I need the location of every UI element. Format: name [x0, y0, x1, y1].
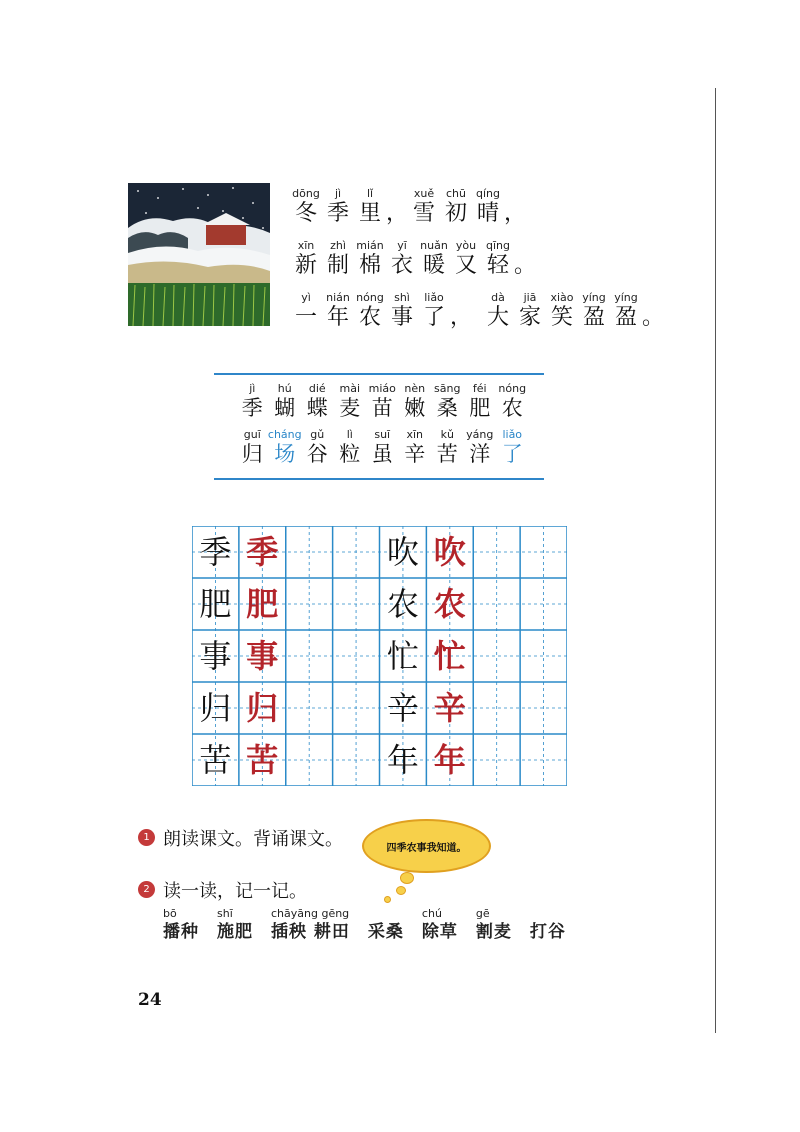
- hanzi: 桑: [436, 396, 458, 420]
- bubble-dot-medium: [396, 886, 406, 895]
- hanzi: 年: [326, 305, 349, 330]
- hanzi: 冬: [294, 201, 317, 226]
- poem-syllable: [514, 291, 546, 331]
- hanzi: 嫩: [404, 396, 426, 420]
- poem-syllable: [472, 187, 504, 227]
- grid-char: 肥: [199, 585, 232, 623]
- pinyin: liǎo: [424, 291, 444, 304]
- writing-grid: [192, 526, 567, 786]
- farm-term: [530, 907, 566, 943]
- poem-syllable: [354, 187, 386, 227]
- poem-syllable: [354, 239, 386, 279]
- model-char: 苦: [246, 741, 279, 779]
- poem-syllable: [322, 239, 354, 279]
- vocab-char: [236, 382, 269, 420]
- pinyin: qīng: [486, 239, 510, 252]
- poem-syllable: [322, 291, 354, 331]
- vocab-char: [496, 428, 529, 466]
- vocab-char: [431, 428, 464, 466]
- pinyin: féi: [472, 382, 487, 395]
- grid-char: 归: [199, 689, 232, 727]
- hanzi: 辛: [404, 442, 426, 466]
- poem-line-2: [290, 239, 536, 279]
- poem-line-1: [290, 187, 526, 227]
- pinyin: cháng: [267, 428, 302, 441]
- vocab-bottom-rule: [214, 478, 544, 480]
- pinyin: nuǎn: [420, 239, 448, 252]
- vocab-char: [301, 382, 334, 420]
- pinyin: mián: [356, 239, 384, 252]
- hanzi: 。: [642, 305, 665, 330]
- poem-syllable: [290, 291, 322, 331]
- farm-term: [163, 907, 199, 943]
- pinyin: xuě: [413, 187, 435, 200]
- bubble-dot-large: [400, 872, 414, 884]
- model-char: 农: [433, 585, 466, 623]
- pinyin: jiā: [523, 291, 537, 304]
- pinyin: yáng: [466, 428, 494, 441]
- poem-syllable: [578, 291, 610, 331]
- poem-line-3: [290, 291, 664, 331]
- exercise-2-text: 读一读，记一记。: [163, 881, 307, 902]
- farm-term: [476, 907, 512, 943]
- pinyin: yī: [397, 239, 407, 252]
- poem-syllable: [354, 291, 386, 331]
- vocab-char: [464, 382, 497, 420]
- pinyin: [530, 907, 566, 921]
- farm-term: [422, 907, 458, 943]
- hanzi: 笑: [550, 305, 573, 330]
- term-text: 除草: [421, 922, 458, 942]
- poem-syllable: [386, 291, 418, 331]
- pinyin: dà: [491, 291, 505, 304]
- vocab-char: [269, 428, 302, 466]
- pinyin: nèn: [404, 382, 426, 395]
- hanzi: ，: [504, 201, 527, 226]
- pinyin: gē: [475, 907, 490, 920]
- pinyin: yì: [301, 291, 311, 304]
- pinyin: nián: [326, 291, 350, 304]
- hanzi: 初: [444, 201, 467, 226]
- hanzi: 家: [518, 305, 541, 330]
- pinyin: guī: [243, 428, 261, 441]
- hanzi: 里: [358, 201, 381, 226]
- vocab-char: [236, 428, 269, 466]
- vocab-char: [496, 382, 529, 420]
- pinyin: nóng: [498, 382, 527, 395]
- hanzi: ，: [386, 201, 409, 226]
- vocab-char: [431, 382, 464, 420]
- grid-char: 忙: [386, 637, 419, 675]
- poem-syllable: [450, 291, 472, 331]
- model-char: 吹: [433, 533, 466, 571]
- page-number: 24: [138, 990, 162, 1010]
- model-char: 年: [433, 741, 466, 779]
- pinyin: shī: [217, 907, 233, 920]
- vocab-row-2: [236, 428, 529, 466]
- pinyin: yòu: [455, 239, 477, 252]
- model-char: 事: [246, 637, 279, 675]
- hanzi: 苗: [371, 396, 393, 420]
- hanzi: 盈: [614, 305, 637, 330]
- hanzi: 归: [241, 442, 263, 466]
- vocab-char: [399, 382, 432, 420]
- poem-syllable: [418, 239, 450, 279]
- vocab-char: [366, 382, 399, 420]
- vocab-char: [399, 428, 432, 466]
- term-text: 采桑: [367, 922, 404, 942]
- grid-char: 季: [199, 533, 232, 571]
- hanzi: 麦: [339, 396, 361, 420]
- vocab-row-1: [236, 382, 529, 420]
- exercise-1-icon: 1: [138, 829, 155, 846]
- pinyin: suī: [374, 428, 391, 441]
- exercise-1-text: 朗读课文。背诵课文。: [163, 829, 343, 850]
- pinyin: shì: [394, 291, 410, 304]
- thought-bubble: [362, 819, 491, 873]
- pinyin: gǔ: [310, 428, 325, 441]
- farm-term: [217, 907, 253, 943]
- hanzi: 季: [326, 201, 349, 226]
- pinyin: jì: [334, 187, 342, 200]
- term-text: 割麦: [475, 922, 512, 942]
- vocab-char: [301, 428, 334, 466]
- hanzi: 洋: [469, 442, 491, 466]
- pinyin: yíng: [614, 291, 638, 304]
- grid-char: 辛: [386, 689, 419, 727]
- poem-syllable: [440, 187, 472, 227]
- hanzi: 虽: [371, 442, 393, 466]
- model-char: 季: [246, 533, 279, 571]
- hanzi: 晴: [476, 201, 499, 226]
- bubble-dot-small: [384, 896, 391, 903]
- term-text: 插秧 耕田: [271, 922, 350, 942]
- poem-syllable: [546, 291, 578, 331]
- vocab-char: [366, 428, 399, 466]
- term-text: 打谷: [529, 922, 566, 942]
- term-text: 施肥: [217, 922, 253, 942]
- pinyin: sāng: [434, 382, 461, 395]
- pinyin: xīn: [297, 239, 315, 252]
- page-edge-line: [715, 88, 716, 1033]
- pinyin: qíng: [476, 187, 500, 200]
- hanzi: 事: [390, 305, 413, 330]
- hanzi: 又: [454, 253, 477, 278]
- hanzi: 农: [501, 396, 523, 420]
- farm-terms: [163, 907, 584, 943]
- winter-illustration: [128, 183, 270, 326]
- pinyin: xiào: [550, 291, 574, 304]
- poem-syllable: [504, 187, 526, 227]
- poem-syllable: [482, 291, 514, 331]
- vocab-top-rule: [214, 373, 544, 375]
- hanzi: 一: [294, 305, 317, 330]
- poem-syllable: [290, 239, 322, 279]
- grid-char: 吹: [386, 533, 419, 571]
- poem-syllable: [514, 239, 536, 279]
- farm-term: [368, 907, 404, 943]
- hanzi: 苦: [436, 442, 458, 466]
- hanzi: 大: [486, 305, 509, 330]
- pinyin: yíng: [582, 291, 606, 304]
- pinyin: [368, 907, 404, 921]
- hanzi: 暖: [422, 253, 445, 278]
- grid-char: 苦: [199, 741, 232, 779]
- hanzi: 制: [326, 253, 349, 278]
- vocab-char: [464, 428, 497, 466]
- pinyin: miáo: [368, 382, 396, 395]
- pinyin: lì: [346, 428, 353, 441]
- model-char: 肥: [246, 585, 279, 623]
- poem-syllable: [418, 291, 450, 331]
- hanzi: 棉: [358, 253, 381, 278]
- pinyin: mài: [339, 382, 360, 395]
- hanzi: 盈: [582, 305, 605, 330]
- model-char: 归: [246, 689, 279, 727]
- poem-syllable: [408, 187, 440, 227]
- hanzi: 了: [501, 442, 523, 466]
- pinyin: chú: [421, 907, 442, 920]
- term-text: 播种: [163, 922, 199, 942]
- poem-syllable: [386, 187, 408, 227]
- exercise-2-icon: 2: [138, 881, 155, 898]
- hanzi: 了: [422, 305, 445, 330]
- hanzi: ，: [450, 305, 473, 330]
- pinyin: nóng: [356, 291, 384, 304]
- pinyin: chāyāng gēng: [271, 907, 350, 920]
- pinyin: dōng: [292, 187, 320, 200]
- hanzi: 轻: [486, 253, 509, 278]
- vocab-char: [334, 382, 367, 420]
- poem-syllable: [482, 239, 514, 279]
- hanzi: 粒: [339, 442, 361, 466]
- pinyin: bō: [163, 907, 177, 920]
- model-char: 忙: [433, 637, 466, 675]
- hanzi: 衣: [390, 253, 413, 278]
- pinyin: hú: [277, 382, 292, 395]
- poem-syllable: [386, 239, 418, 279]
- grid-char: 事: [199, 637, 232, 675]
- grid-char: 年: [386, 741, 419, 779]
- hanzi: 新: [294, 253, 317, 278]
- farm-term: [271, 907, 350, 943]
- hanzi: 雪: [412, 201, 435, 226]
- vocab-char: [334, 428, 367, 466]
- bubble-text: 四季农事我知道。: [386, 842, 467, 854]
- model-char: 辛: [433, 689, 466, 727]
- pinyin: chū: [446, 187, 466, 200]
- pinyin: dié: [308, 382, 326, 395]
- pinyin: liǎo: [502, 428, 523, 441]
- hanzi: 。: [514, 253, 537, 278]
- poem-syllable: [322, 187, 354, 227]
- pinyin: kǔ: [440, 428, 454, 441]
- poem-syllable: [290, 187, 322, 227]
- hanzi: 季: [241, 396, 263, 420]
- grid-char: 农: [386, 585, 419, 623]
- pinyin: lǐ: [366, 187, 374, 200]
- poem-syllable: [610, 291, 642, 331]
- hanzi: 谷: [306, 442, 328, 466]
- poem-syllable: [450, 239, 482, 279]
- pinyin: jì: [249, 382, 256, 395]
- poem-syllable: [642, 291, 664, 331]
- hanzi: 场: [274, 442, 296, 466]
- hanzi: 农: [358, 305, 381, 330]
- hanzi: 蝴: [274, 396, 296, 420]
- hanzi: 肥: [469, 396, 491, 420]
- vocab-char: [269, 382, 302, 420]
- pinyin: xīn: [406, 428, 424, 441]
- pinyin: zhì: [330, 239, 346, 252]
- hanzi: 蝶: [306, 396, 328, 420]
